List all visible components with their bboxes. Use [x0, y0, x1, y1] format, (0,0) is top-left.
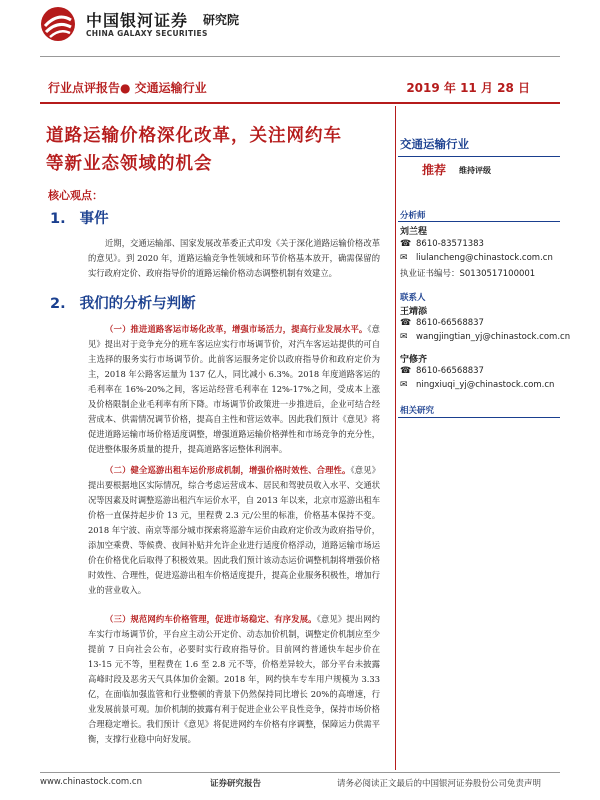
section-title: 事件 — [79, 211, 109, 227]
footer-divider — [40, 772, 560, 773]
paragraph-lead: （二）健全巡游出租车运价形成机制，增强价格时效性、合理性。 — [105, 465, 351, 475]
analyst-phone-row — [400, 239, 484, 249]
sidebar-divider — [395, 106, 396, 770]
analyst-email[interactable]: liulancheng@chinastock.com.cn — [416, 253, 553, 263]
mail-icon: ✉ — [400, 380, 408, 390]
contact-label: 联系人 — [400, 293, 426, 303]
mail-icon: ✉ — [400, 253, 408, 263]
contact-1-phone-row — [400, 318, 484, 328]
section-heading-analysis — [50, 292, 196, 313]
contact-2-phone: 8610-66568837 — [416, 366, 484, 376]
analyst-license: 执业证书编号：S0130517100001 — [400, 269, 536, 279]
sidebar-rule — [398, 417, 560, 418]
sidebar-rule — [398, 156, 560, 157]
mail-icon: ✉ — [400, 332, 408, 342]
report-title-line1: 道路运输价格深化改革，关注网约车 — [46, 126, 342, 146]
paragraph-body: 《意见》提出要根据地区实际情况，综合考虑运营成本、居民和驾驶员收入水平、交通状况等因素及时调整巡游出租汽车运价水平，自 2013 年以来，北京市巡游出租车价格一直保持起步价 13 元，里程费 2.3 元/公里的标准，价格基本保持不变。2018 年宁波、南京等部分城市探索将巡游车运价由政府定价改为政府指导价，添加空乘费、等候费、夜间补贴并允许企业进行适度价格浮动，道路运输市场运价在价格优化后取得了积极效果。因此我们预计该动态运价调整机制将增强价格时效性、合理性，促进巡游出租车价格适度提升，提高企业服务积极性，增加行业的营业收入。 — [88, 465, 380, 595]
report-title-line2: 等新业态领域的机会 — [46, 154, 213, 174]
contact-1-email-row — [400, 332, 570, 342]
event-paragraph — [88, 236, 380, 281]
sidebar-rule — [398, 221, 560, 222]
report-header-bar — [40, 74, 560, 104]
contact-1-name: 王靖添 — [400, 307, 428, 317]
paragraph-lead: （一）推进道路客运市场化改革，增强市场活力，提高行业发展水平。 — [105, 324, 368, 334]
contact-1-email[interactable]: wangjingtian_yj@chinastock.com.cn — [416, 332, 571, 342]
paragraph-body: 《意见》提出对于竞争充分的班车客运应实行市场调节价，对汽车客运站提供的可自主选择的服务实行市场调节价。此前客运服务定价以政府指导价和政府定价为主，2018 年公路客运量为 137 亿人，同比减小 6.3%。2018 年度道路客运的毛利率在 16%-20%之间，客运站经营毛利率在 12%-17%之间，受成本上涨及价格限制企业毛利率有所下降。市场调节价政策进一步推进后，企业可结合经营成本、供需情况调节价格，提高自主性和营运效率。因此我们预计《意见》将促进道路运输市场价格适度调整，增强道路运输价格弹性和市场竞争的充分性，促进整体服务质量的提升，提高道路客运整体利润率。 — [88, 324, 380, 454]
footer-disclaimer: 请务必阅读正文最后的中国银河证券股份公司免责声明 — [337, 779, 542, 789]
paragraph-lead: （三）规范网约车价格管理，促进市场稳定、有序发展。 — [105, 614, 317, 624]
footer-doc-type: 证券研究报告 — [210, 779, 262, 789]
section-number: 1. — [50, 211, 66, 227]
contact-2-email-row — [400, 380, 554, 390]
rating: 推荐 — [422, 163, 447, 177]
galaxy-logo-icon — [40, 6, 76, 42]
contact-2-email[interactable]: ningxiuqi_yj@chinastock.com.cn — [416, 380, 555, 390]
event-text: 近期，交通运输部、国家发展改革委正式印发《关于深化道路运输价格改革的意见》。到 2020 年，道路运输竞争性领域和环节价格基本放开，确需保留的实行政府定价、政府指导价的道路运输价格动态调整机制有效建立。 — [88, 238, 380, 278]
contact-1-phone: 8610-66568837 — [416, 318, 484, 328]
brand-name-cn: 中国银河证券 — [86, 11, 189, 30]
contact-2-name: 宁修齐 — [400, 355, 428, 365]
report-title — [46, 122, 386, 178]
phone-icon: ☎ — [400, 239, 412, 249]
top-divider — [40, 56, 560, 57]
analysis-paragraph-3 — [88, 612, 380, 747]
footer-url[interactable]: www.chinastock.com.cn — [40, 777, 142, 787]
analyst-name: 刘兰程 — [400, 227, 428, 237]
analyst-phone: 8610-83571383 — [416, 239, 484, 249]
report-date: 2019 年 11 月 28 日 — [406, 81, 530, 95]
phone-icon: ☎ — [400, 366, 412, 376]
analyst-email-row — [400, 253, 553, 263]
section-number: 2. — [50, 296, 66, 312]
analyst-label: 分析师 — [400, 211, 426, 221]
contact-2-phone-row — [400, 366, 484, 376]
analysis-paragraph-2 — [88, 463, 380, 598]
brand-department: 研究院 — [203, 13, 240, 27]
section-heading-event — [50, 207, 109, 228]
sidebar-industry: 交通运输行业 — [400, 137, 469, 151]
related-research-label: 相关研究 — [400, 406, 435, 416]
core-points-label: 核心观点： — [48, 189, 103, 202]
rating-sub: 维持评级 — [459, 166, 491, 175]
report-type: 行业点评报告● 交通运输行业 — [48, 81, 207, 95]
phone-icon: ☎ — [400, 318, 412, 328]
section-title: 我们的分析与判断 — [79, 296, 196, 312]
analysis-paragraph-1 — [88, 322, 380, 457]
paragraph-body: 《意见》提出网约车实行市场调节价，平台应主动公开定价、动态加价机制，调整定价机制应至少提前 7 日向社会公布，必要时实行政府指导价。目前网约普通快车起步价在 13-15 元不等，里程费在 1.6 至 2.8 元不等，价格差异较大，部分平台未披露高峰时段及恶劣天气具体加价金额。2018 年，网约快车专车用户规模为 3.33 亿，在面临加强监管和行业整顿的背景下仍然保持同比增长 20%的高增速，行业发展前景可观。加价机制的披露有利于促进企业公平良性竞争，保持市场价格合理稳定增长。我们预计《意见》将促进网约车价格有序调整，保障运力供需平衡，支撑行业稳中向好发展。 — [88, 614, 380, 744]
brand-name-en: CHINA GALAXY SECURITIES — [86, 29, 208, 38]
